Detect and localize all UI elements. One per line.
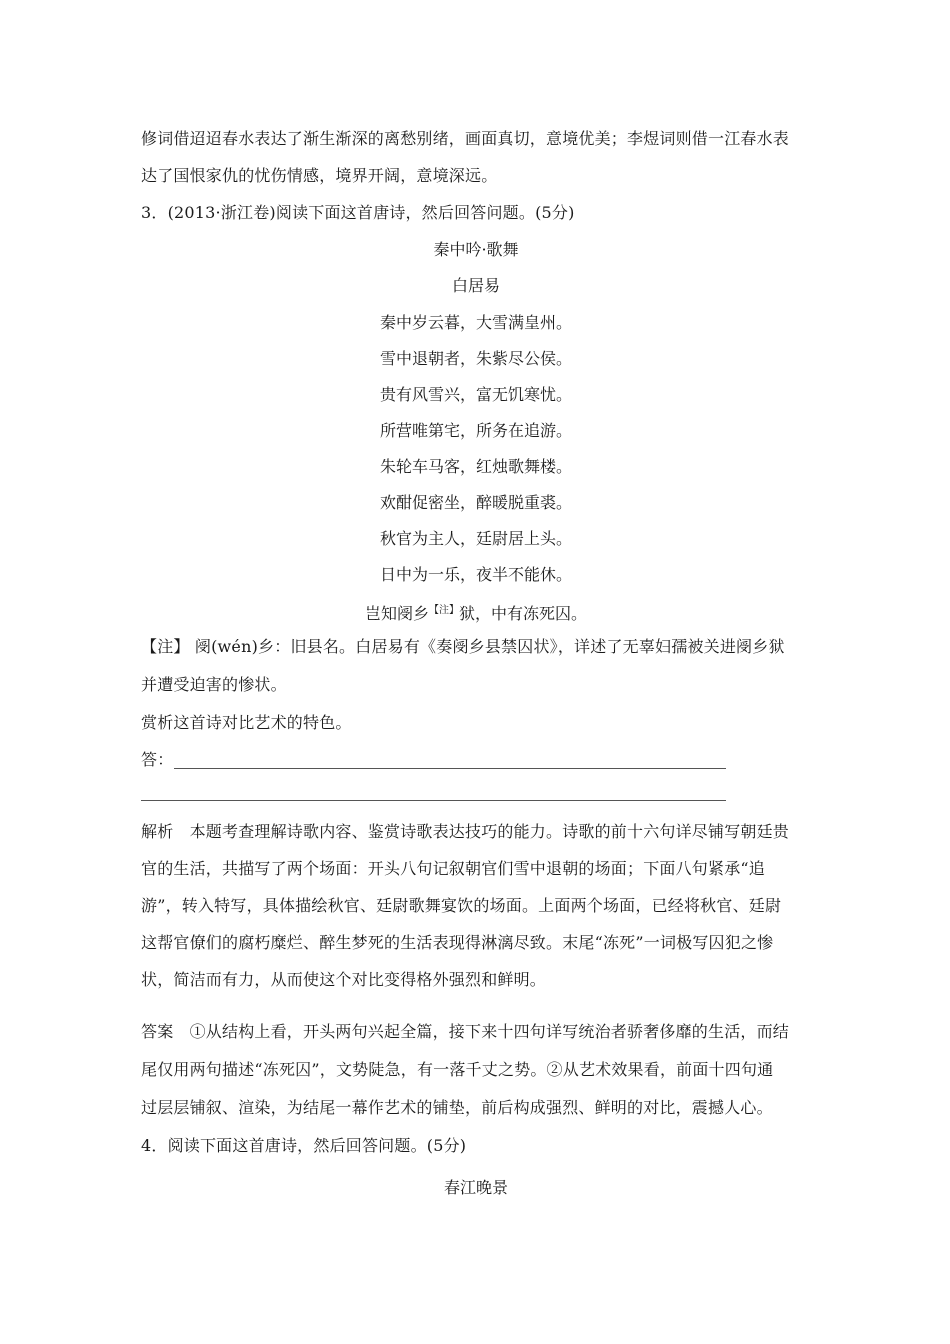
answer-label: 答： <box>141 750 174 769</box>
q4-heading: 4．阅读下面这首唐诗，然后回答问题。(5分) <box>141 1136 467 1155</box>
footnote-marker: 【注】 <box>429 605 459 616</box>
poem-line-last-after: 狱，中有冻死囚。 <box>459 604 588 623</box>
analysis-line: 解析 本题考查理解诗歌内容、鉴赏诗歌表达技巧的能力。诗歌的前十六句详尽铺写朝廷贵 <box>141 822 790 841</box>
analysis-line: 官的生活，共描写了两个场面：开头八句记叙朝官们雪中退朝的场面；下面八句紧承“追 <box>141 859 765 878</box>
poem-line: 秦中岁云暮，大雪满皇州。 <box>379 313 572 332</box>
poem-line: 欢酣促密坐，醉暖脱重裘。 <box>379 493 572 512</box>
answer-line: 过层层铺叙、渲染，为结尾一幕作艺术的铺垫，前后构成强烈、鲜明的对比，震撼人心。 <box>141 1098 773 1117</box>
answer-line: 尾仅用两句描述“冻死囚”，文势陡急，有一落千丈之势。②从艺术效果看，前面十四句通 <box>141 1060 774 1079</box>
poem-line-last-before: 岂知阌乡 <box>364 604 429 623</box>
note-line-2: 并遭受迫害的惨状。 <box>141 675 287 694</box>
poem-author: 白居易 <box>451 276 500 295</box>
analysis-line: 状，简洁而有力，从而使这个对比变得格外强烈和鲜明。 <box>141 970 547 989</box>
question-text: 赏析这首诗对比艺术的特色。 <box>141 713 352 732</box>
analysis-line: 这帮官僚们的腐朽糜烂、醉生梦死的生活表现得淋漓尽致。末尾“冻死”一词极写囚犯之惨 <box>141 933 774 952</box>
poem-line: 朱轮车马客，红烛歌舞楼。 <box>379 457 572 476</box>
poem-line: 日中为一乐，夜半不能休。 <box>379 565 572 584</box>
analysis-line: 游”，转入特写，具体描绘秋官、廷尉歌舞宴饮的场面。上面两个场面，已经将秋官、廷尉 <box>141 896 782 915</box>
note-line-1: 【注】 阌(wén)乡：旧县名。白居易有《奏阌乡县禁囚状》，详述了无辜妇孺被关进阌乡狱 <box>141 637 785 656</box>
answer-blank-line-2[interactable] <box>141 800 726 801</box>
q3-heading: 3．(2013·浙江卷)阅读下面这首唐诗，然后回答问题。(5分) <box>141 203 575 222</box>
answer-blank-line-1[interactable] <box>174 768 726 769</box>
poem-line: 秋官为主人，廷尉居上头。 <box>379 529 572 548</box>
poem-title: 秦中吟·歌舞 <box>433 240 519 259</box>
poem-line: 贵有风雪兴，富无饥寒忧。 <box>379 385 572 404</box>
q4-poem-title: 春江晚景 <box>443 1178 508 1197</box>
prev-analysis-line-2: 达了国恨家仇的忧伤情感，境界开阔，意境深远。 <box>141 166 498 185</box>
answer-line: 答案 ①从结构上看，开头两句兴起全篇，接下来十四句详写统治者骄奢侈靡的生活，而结 <box>141 1022 790 1041</box>
poem-line: 所营唯第宅，所务在追游。 <box>379 421 572 440</box>
prev-analysis-line-1: 修词借迢迢春水表达了渐生渐深的离愁别绪，画面真切，意境优美；李煜词则借一江春水表 <box>141 129 790 148</box>
poem-line: 雪中退朝者，朱紫尽公侯。 <box>379 349 572 368</box>
poem-line-last <box>141 601 811 624</box>
